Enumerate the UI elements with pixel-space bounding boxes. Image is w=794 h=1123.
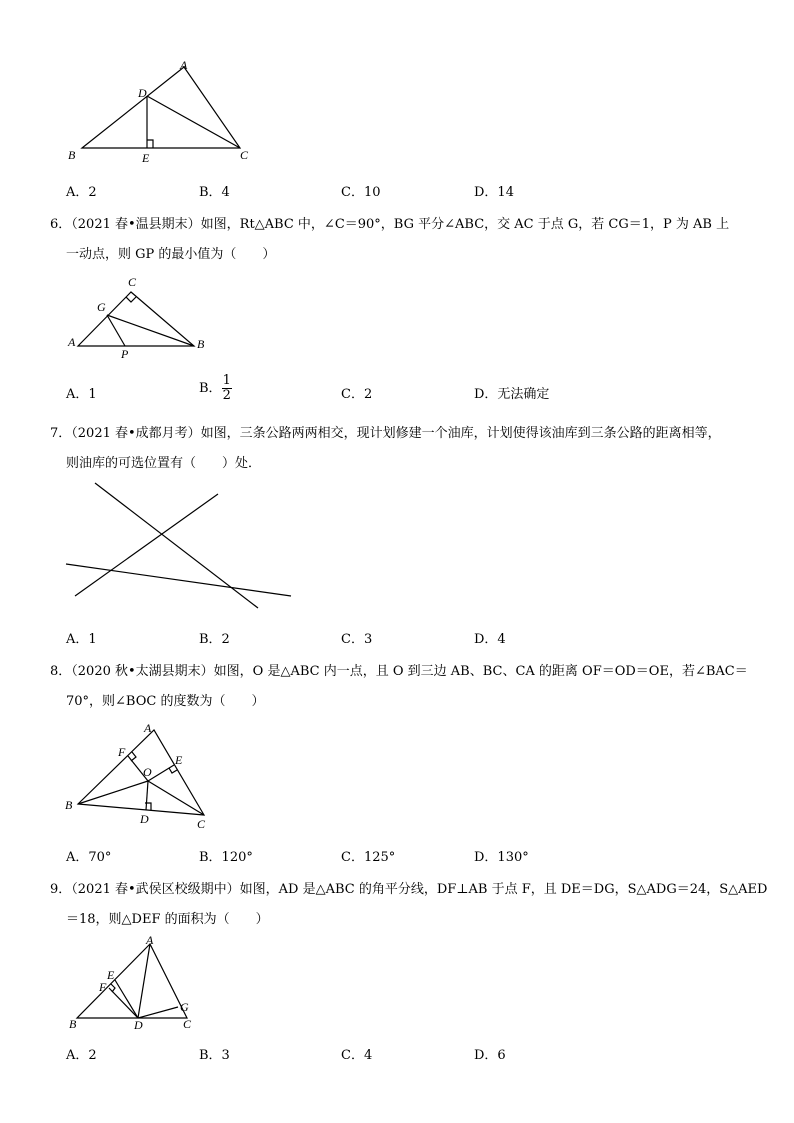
q8-segment-oe: [148, 765, 174, 781]
q9-triangle: [77, 944, 187, 1018]
q8-option-b[interactable]: B．120°: [199, 850, 253, 865]
q9-label-f: F: [99, 980, 107, 994]
q6-option-a[interactable]: A．1: [66, 387, 97, 402]
q6-option-b-numerator: 1: [222, 373, 231, 388]
q6-label-a: A: [68, 335, 76, 349]
q6-label-b: B: [197, 337, 205, 351]
q5-option-d[interactable]: D．14: [474, 185, 514, 200]
q5-triangle: [82, 67, 240, 148]
q9-stem-line1: 9．（2021 春•武侯区校级期中）如图，AD 是△ABC 的角平分线，DF⊥AB 于点 F，且 DE＝DG，S△ADG＝24，S△AED: [50, 882, 768, 897]
q9-option-d[interactable]: D．6: [474, 1048, 506, 1063]
q7-stem-line2: 则油库的可选位置有（ ）处．: [66, 456, 262, 471]
q8-segment-od: [146, 781, 148, 810]
q9-option-c[interactable]: C．4: [341, 1048, 373, 1063]
q8-label-d: D: [140, 812, 149, 826]
q5-label-a: A: [180, 58, 188, 72]
q9-segment-de: [115, 980, 138, 1018]
q8-label-e: E: [175, 753, 183, 767]
q9-option-a[interactable]: A．2: [66, 1048, 97, 1063]
q7-option-a[interactable]: A．1: [66, 632, 97, 647]
q7-option-d[interactable]: D．4: [474, 632, 506, 647]
q8-option-a[interactable]: A．70°: [66, 850, 112, 865]
q8-label-c: C: [197, 817, 206, 831]
q6-figure: [62, 272, 222, 362]
q5-figure: [60, 55, 270, 170]
q8-right-angle-e: [169, 768, 177, 773]
q6-triangle: [78, 292, 194, 346]
q7-figure: [60, 478, 300, 613]
q7-road-2: [75, 494, 218, 596]
q5-option-b[interactable]: B．4: [199, 185, 230, 200]
q5-right-angle-mark: [147, 140, 153, 148]
q7-option-c[interactable]: C．3: [341, 632, 373, 647]
q6-label-g: G: [97, 300, 106, 314]
q9-label-e: E: [107, 968, 115, 982]
q8-right-angle-f: [131, 752, 136, 761]
q6-option-b-fraction: [222, 374, 232, 403]
q6-label-p: P: [121, 347, 129, 361]
q8-label-o: O: [143, 765, 152, 779]
q9-segment-df: [109, 988, 138, 1018]
q5-label-b: B: [68, 148, 76, 162]
q8-option-c[interactable]: C．125°: [341, 850, 396, 865]
q5-label-c: C: [240, 148, 249, 162]
q9-label-d: D: [134, 1018, 143, 1032]
q6-stem-line1: 6．（2021 春•温县期末）如图，Rt△ABC 中，∠C＝90°，BG 平分∠ABC，交 AC 于点 G，若 CG＝1，P 为 AB 上: [50, 217, 730, 232]
q6-option-b-prefix: B．: [199, 381, 222, 396]
q8-segment-oc: [148, 781, 204, 815]
q5-option-c[interactable]: C．10: [341, 185, 381, 200]
q8-figure: [60, 718, 220, 833]
q5-segment-dc: [147, 96, 240, 148]
q6-label-c: C: [128, 275, 137, 289]
q9-label-b: B: [69, 1017, 77, 1031]
q6-option-d[interactable]: D．无法确定: [474, 387, 550, 402]
q7-road-3: [66, 564, 291, 596]
q9-option-b[interactable]: B．3: [199, 1048, 230, 1063]
q8-option-d[interactable]: D．130°: [474, 850, 529, 865]
q9-label-g: G: [180, 1000, 189, 1014]
q5-option-a[interactable]: A．2: [66, 185, 97, 200]
q8-label-b: B: [65, 798, 73, 812]
q6-right-angle-mark: [126, 297, 136, 302]
q9-label-c: C: [183, 1017, 192, 1031]
q9-stem-line2: ＝18，则△DEF 的面积为（ ）: [66, 912, 269, 927]
q6-option-b[interactable]: [199, 374, 232, 403]
q8-label-a: A: [144, 721, 152, 735]
q8-segment-ob: [78, 781, 148, 804]
q6-stem-line2: 一动点，则 GP 的最小值为（ ）: [66, 247, 276, 262]
q6-segment-gb: [107, 315, 194, 346]
q7-stem-line1: 7．（2021 春•成都月考）如图，三条公路两两相交，现计划修建一个油库，计划使得该油库到三条公路的距离相等，: [50, 426, 721, 441]
q5-label-e: E: [142, 151, 150, 165]
q9-label-a: A: [146, 933, 154, 947]
q8-stem-line1: 8．（2020 秋•太湖县期末）如图，O 是△ABC 内一点，且 O 到三边 AB、BC、CA 的距离 OF＝OD＝OE，若∠BAC＝: [50, 664, 748, 679]
q6-option-c[interactable]: C．2: [341, 387, 373, 402]
q9-figure: [62, 930, 212, 1035]
q7-road-1: [95, 483, 258, 608]
q6-segment-gp: [107, 315, 125, 346]
q8-label-f: F: [118, 745, 126, 759]
q7-option-b[interactable]: B．2: [199, 632, 230, 647]
q5-label-d: D: [138, 86, 147, 100]
q9-segment-dg: [138, 1007, 178, 1018]
q8-stem-line2: 70°，则∠BOC 的度数为（ ）: [66, 694, 265, 709]
q6-option-b-denominator: 2: [222, 388, 231, 403]
